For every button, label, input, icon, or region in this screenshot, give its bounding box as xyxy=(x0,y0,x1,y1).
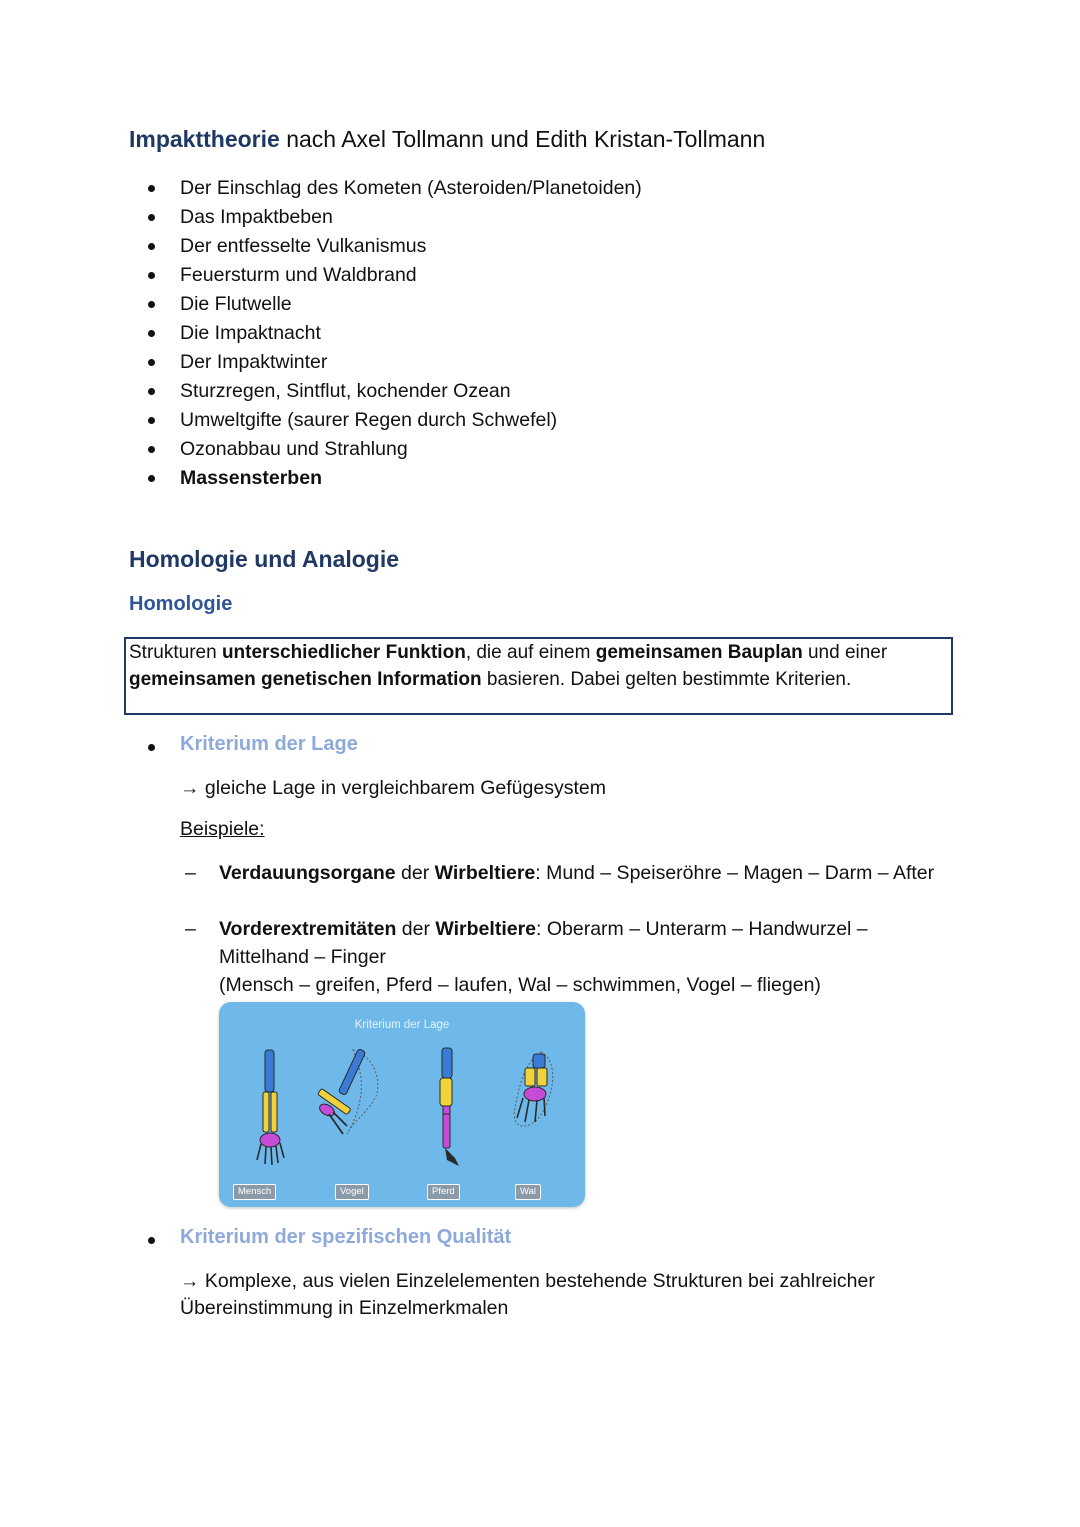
examples-label: Beispiele: xyxy=(180,818,265,840)
heading-accent: Impakttheorie xyxy=(129,126,280,152)
list-item: Die Flutwelle xyxy=(129,290,642,319)
definition-box xyxy=(124,637,953,715)
impact-list xyxy=(129,174,642,493)
label-mensch: Mensch xyxy=(233,1184,276,1200)
example-verdauung xyxy=(180,859,960,887)
example-text: der xyxy=(396,918,436,940)
list-item: Umweltgifte (saurer Regen durch Schwefel) xyxy=(129,406,642,435)
criterion-qualitaet-description: → Komplexe, aus vielen Einzelelementen bestehende Strukturen bei zahlreicher Übereinstimmung in Einzelmerkmalen xyxy=(180,1270,875,1319)
example-vorderextremitaeten xyxy=(180,915,960,999)
label-vogel: Vogel xyxy=(335,1184,369,1200)
figure-title: Kriterium der Lage xyxy=(354,1019,450,1031)
list-item: Massensterben xyxy=(129,464,642,493)
heading-homologie: Homologie xyxy=(129,593,233,615)
bird-wing-icon xyxy=(318,1049,378,1134)
example-text: der xyxy=(395,862,435,884)
definition-text: basieren. Dabei gelten bestimmte Kriterien. xyxy=(481,669,852,690)
list-item: Sturzregen, Sintflut, kochender Ozean xyxy=(129,377,642,406)
example-bold: Wirbeltiere xyxy=(434,862,536,884)
definition-bold: gemeinsamen Bauplan xyxy=(595,642,803,663)
definition-text: Strukturen xyxy=(129,642,222,663)
list-item: Der Einschlag des Kometen (Asteroiden/Planetoiden) xyxy=(129,174,642,203)
example-text: : Mund – Speiseröhre – Magen – Darm – After xyxy=(535,862,935,884)
example-bold: Verdauungsorgane xyxy=(219,862,396,884)
example-note: (Mensch – greifen, Pferd – laufen, Wal – schwimmen, Vogel – fliegen) xyxy=(219,974,821,996)
whale-flipper-icon xyxy=(514,1052,552,1126)
dash-marker: – xyxy=(185,862,196,884)
list-item: Die Impaktnacht xyxy=(129,319,642,348)
criterion-qualitaet-title: Kriterium der spezifischen Qualität xyxy=(129,1226,511,1249)
example-bold: Vorderextremitäten xyxy=(219,918,397,940)
list-item: Feuersturm und Waldbrand xyxy=(129,261,642,290)
list-item: Ozonabbau und Strahlung xyxy=(129,435,642,464)
list-item: Der entfesselte Vulkanismus xyxy=(129,232,642,261)
heading-impakttheorie xyxy=(129,126,765,153)
list-item: Der Impaktwinter xyxy=(129,348,642,377)
heading-homologie-analogie: Homologie und Analogie xyxy=(129,546,400,572)
definition-bold: unterschiedlicher Funktion xyxy=(221,642,466,663)
human-arm-icon xyxy=(257,1050,284,1165)
heading-rest: nach Axel Tollmann und Edith Kristan-Tollmann xyxy=(279,126,766,152)
example-text: : Oberarm – Unterarm – Handwurzel – Mittelhand – Finger xyxy=(219,918,868,968)
example-bold: Wirbeltiere xyxy=(435,918,537,940)
horse-leg-icon xyxy=(440,1048,459,1166)
definition-text: , die auf einem xyxy=(465,642,596,663)
limb-illustration xyxy=(219,1002,585,1207)
criterion-lage-title: Kriterium der Lage xyxy=(129,733,358,756)
list-item: Das Impaktbeben xyxy=(129,203,642,232)
label-pferd: Pferd xyxy=(427,1184,460,1200)
label-wal: Wal xyxy=(515,1184,541,1200)
limb-comparison-figure xyxy=(219,1002,585,1207)
dash-marker: – xyxy=(185,918,196,940)
definition-text: und einer xyxy=(802,642,888,663)
definition-bold: gemeinsamen genetischen Information xyxy=(129,669,482,690)
criterion-lage-description: → gleiche Lage in vergleichbarem Gefügesystem xyxy=(180,777,606,799)
